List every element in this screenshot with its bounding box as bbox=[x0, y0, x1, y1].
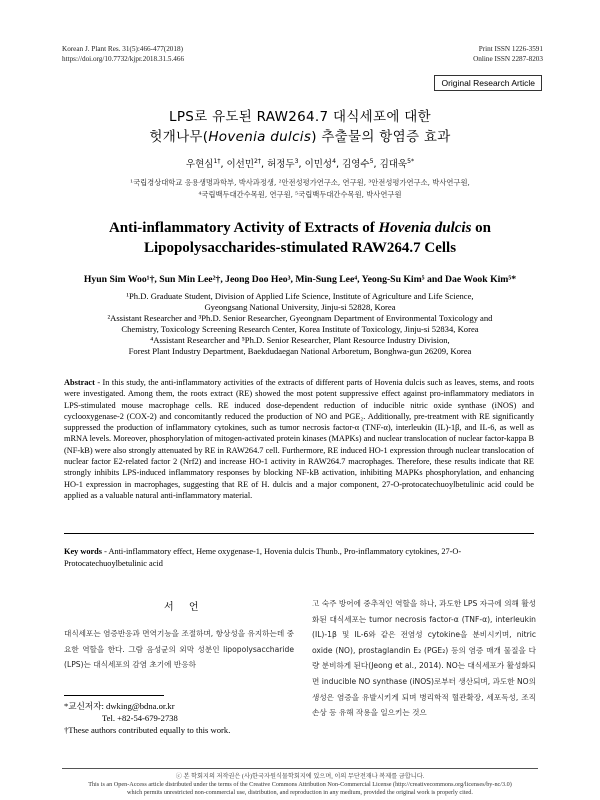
footer-rule bbox=[62, 768, 538, 769]
affiliation-line: Forest Plant Industry Department, Baekdudaegan National Arboretum, Bonghwa-gun 26209, Korea bbox=[128, 346, 472, 356]
copyright-notice: ⓒ 본 학회지의 저작권은 (사)한국자원식물학회지에 있으며, 이의 무단전재나 복제를 금합니다. bbox=[175, 773, 425, 780]
divider bbox=[64, 533, 534, 534]
license-line2: which permits unrestricted non-commercial use, distribution, and reproduction in any medium, provided the original work is properly cited. bbox=[127, 789, 473, 796]
affiliation-line: ¹Ph.D. Graduate Student, Division of Applied Life Science, Institute of Agriculture and Life Science, bbox=[126, 291, 474, 301]
keywords-label: Key words bbox=[64, 547, 103, 556]
english-affiliations bbox=[0, 291, 600, 357]
article-type-badge: Original Research Article bbox=[434, 75, 542, 91]
license-line1: This is an Open-Access article distributed under the terms of the Creative Commons Attribution Non-Commercial License (http://creativecommons.org/licenses/by-nc/3.0) bbox=[88, 781, 512, 788]
affiliation-line: ⁴Assistant Researcher and ⁵Ph.D. Senior Researcher, Plant Resource Industry Division, bbox=[150, 335, 450, 345]
keywords-text: - Anti-inflammatory effect, Heme oxygenase-1, Hovenia dulcis Thunb., Pro-inflammatory cytokines, 27-O-Protocatechuoylbetulinic acid bbox=[64, 547, 462, 568]
online-issn: Online ISSN 2287-8203 bbox=[473, 55, 543, 63]
doi-link[interactable]: https://doi.org/10.7732/kjpr.2018.31.5.466 bbox=[62, 55, 185, 63]
section-heading: 서 언 bbox=[164, 602, 205, 613]
print-issn: Print ISSN 1226-3591 bbox=[478, 45, 543, 53]
english-authors: Hyun Sim Woo¹†, Sun Min Lee²†, Jeong Doo Heo³, Min-Sung Lee⁴, Yeong-Su Kim⁵ and Dae Wook Kim⁵* bbox=[83, 274, 517, 285]
affiliation-line: Chemistry, Toxicology Screening Research Center, Korea Institute of Toxicology, Jinju-si 52834, Korea bbox=[121, 324, 479, 334]
english-title-line2: Lipopolysaccharides-stimulated RAW264.7 Cells bbox=[143, 240, 457, 256]
equal-contribution-note: †These authors contributed equally to this work. bbox=[64, 725, 231, 735]
korean-title-line2: 헛개나무(Hovenia dulcis) 추출물의 항염증 효과 bbox=[149, 129, 451, 145]
footnote-rule bbox=[64, 695, 164, 696]
abstract bbox=[64, 377, 534, 501]
abstract-label: Abstract bbox=[64, 378, 95, 387]
korean-affiliation-line1: ¹국립경상대학교 응용생명과학부, 박사과정생, ²안전성평가연구소, 연구원, ³안전성평가연구소, 박사연구원, bbox=[130, 178, 470, 187]
right-column-text: 고 숙주 방어에 중추적인 역할을 하나, 과도한 LPS 자극에 의해 활성화된 대식세포는 tumor necrosis factor-α (TNF-α), interleukin (IL)-1β 및 IL-6와 같은 전염성 cytokine을 분비시키며, nitric oxide (NO), prostaglandin E₂ (PGE₂) 등의 염증 매개 물질을 다량 분비하게 된다(Jeong et al., 2014). NO는 대식세포가 활성화되면 inducible NO synthase (iNOS)로부터 생산되며, 과도한 NO의 생성은 염증을 유발시키게 되며 병리학적 혈관확장, 세포독성, 조직 손상 등 유해 작용을 일으키는 것으 bbox=[312, 599, 536, 718]
keywords bbox=[64, 546, 534, 569]
korean-title-line1: LPS로 유도된 RAW264.7 대식세포에 대한 bbox=[169, 109, 431, 125]
left-column-text: 대식세포는 염증반응과 면역기능을 조절하며, 항상성을 유지하는데 중요한 역할을 한다. 그람 음성균의 외막 성분인 lipopolysaccharide (LPS)는 대식세포의 감염 초기에 반응하 bbox=[64, 629, 294, 670]
abstract-text: - In this study, the anti-inflammatory activities of the extracts of different parts of Hovenia dulcis such as leaves, stems, and roots were investigated. Among them, the roots extract (RE) showed the most potent suppressive effect against pro-inflammatory mediators in LPS-stimulated mouse macrophage cells. RE induced dose-dependent reduction of inducible nitric oxide synthase (iNOS) and cyclooxygenase-2 (COX-2) and concomitantly reduced the production of NO and PGE₂. Additionally, pre-treatment with RE significantly suppressed the production of inflammatory cytokines, such as tumor necrosis factor-α (TNF-α), interleukin (IL)-1β, and IL-6, as well as mRNA levels. Moreover, phosphorylation of mitogen-activated protein kinases (MAPKs) and nuclear translocation of nuclear factor-kappa B (NF-kB) were also strongly attenuated by RE in RAW264.7 cell. Furthermore, RE induced HO-1 expression through nuclear translocation of nuclear factor E2-related factor 2 (Nrf2) and increase HO-1 activity in RAW264.7 macrophages. Therefore, these results indicate that RE strongly inhibits LPS-induced inflammatory responses by blocking NF-kB activation, inhibiting MAPKs phosphorylation, and enhancing HO-1 expression in macrophages, suggesting that RE of H. dulcis and a major component, 27-O-protocatechuoylbetulinic acid could be applied as a valuable natural anti-inflammatory material. bbox=[64, 378, 534, 500]
footnote bbox=[64, 700, 230, 736]
korean-authors: 우현심$^{1\dagger}$, 이선민$^{2\dagger}$, 허정두$^3$, 이민성$^4$, 김영수$^5$, 김대욱$^{5*}$ bbox=[185, 157, 415, 170]
korean-affiliation-line2: ⁴국립백두대간수목원, 연구원, ⁵국립백두대간수목원, 박사연구원 bbox=[198, 190, 402, 199]
journal-citation: Korean J. Plant Res. 31(5):466-477(2018) bbox=[62, 45, 183, 53]
corresponding-author: *교신저자: dwking@bdna.or.kr bbox=[64, 701, 175, 711]
english-title-line1: Anti-inflammatory Activity of Extracts of Hovenia dulcis on bbox=[108, 220, 492, 236]
affiliation-line: ²Assistant Researcher and ³Ph.D. Senior Researcher, Gyeongnam Department of Environmental Toxicology and bbox=[107, 313, 493, 323]
phone: Tel. +82-54-679-2738 bbox=[102, 713, 178, 723]
affiliation-line: Gyeongsang National University, Jinju-si 52828, Korea bbox=[204, 302, 396, 312]
